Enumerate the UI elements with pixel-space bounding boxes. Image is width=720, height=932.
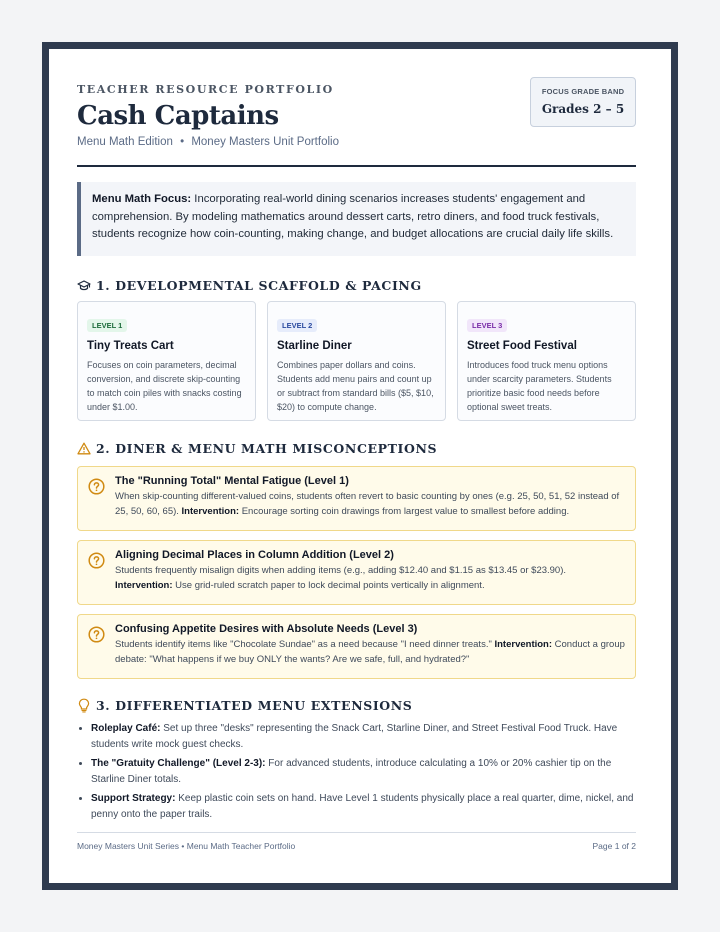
section-heading-misconceptions [77,441,636,456]
misconception-card [77,466,636,531]
question-circle-icon [88,478,105,495]
extension-label: Roleplay Café: [91,723,161,734]
misconception-title: Aligning Decimal Places in Column Addition (Level 2) [115,549,394,561]
extension-text: For advanced students, introduce calculating a 10% or 20% cashier tip on the Starline Diner totals. [91,758,612,785]
graduation-cap-icon [77,279,91,293]
question-circle-icon [88,552,105,569]
level-card [457,301,636,421]
footer-series: Money Masters Unit Series • Menu Math Teacher Portfolio [77,841,296,851]
level-title: Starline Diner [277,340,352,352]
intervention-text: Encourage sorting coin drawings from largest value to smallest before adding. [239,506,570,517]
level-tag: LEVEL 3 [467,319,507,332]
list-item [91,791,636,822]
level-tag: LEVEL 2 [277,319,317,332]
subtitle-unit: Money Masters Unit Portfolio [191,136,339,148]
question-circle-icon [88,626,105,643]
level-card [77,301,256,421]
extension-text: Set up three "desks" representing the Snack Cart, Starline Diner, and Street Festival Food Truck. Have students write mock guest checks. [91,723,618,750]
document-page [49,49,671,883]
misconception-card [77,614,636,679]
badge-label: FOCUS GRADE BAND [541,87,625,96]
focus-callout [77,182,636,256]
section-heading-extensions [77,698,636,713]
eyebrow: TEACHER RESOURCE PORTFOLIO [77,83,334,96]
misconception-card [77,540,636,605]
level-title: Street Food Festival [467,340,577,352]
level-cards [77,301,636,421]
intervention-text: Conduct a group debate: "What happens if we buy ONLY the wants? Are we safe, full, and hydrated?" [115,639,625,665]
section-extensions [77,698,636,822]
page-footer [77,832,636,851]
document-header [77,49,636,167]
page-frame [42,42,678,890]
level-description: Introduces food truck menu options under scarcity parameters. Students prioritize basic food needs before optional sweet treats. [467,360,612,412]
extension-label: The "Gratuity Challenge" (Level 2-3): [91,758,266,769]
intervention-label: Intervention: [494,639,553,650]
subtitle-separator: • [180,136,185,148]
callout-text: Incorporating real-world dining scenarios increases students' engagement and comprehension. By modeling mathematics around dessert carts, retro diners, and food truck festivals, students recognize how coin-counting, making change, and budget allocations are crucial daily life skills. [92,193,614,240]
grade-band-badge [530,77,636,127]
subtitle-edition: Menu Math Edition [77,136,173,148]
extensions-list [77,721,636,822]
warning-triangle-icon [77,442,91,456]
level-title: Tiny Treats Cart [87,340,174,352]
badge-value: Grades 2 – 5 [541,102,625,116]
level-description: Combines paper dollars and coins. Students add menu pairs and count up or subtract from standard bills ($5, $10, $20) to compute change. [277,360,434,412]
misconception-text [115,489,625,519]
section-heading-scaffold [77,278,636,293]
callout-lead: Menu Math Focus: [92,193,192,205]
misconception-title: The "Running Total" Mental Fatigue (Level 1) [115,475,349,487]
extension-label: Support Strategy: [91,793,176,804]
misconception-body: Students identify items like "Chocolate Sundae" as a need because "I need dinner treats." [115,639,495,650]
page-number: Page 1 of 2 [592,841,636,851]
misconception-text [115,563,625,593]
section-heading-text: 1. DEVELOPMENTAL SCAFFOLD & PACING [96,278,422,293]
misconception-title: Confusing Appetite Desires with Absolute Needs (Level 3) [115,623,418,635]
intervention-label: Intervention: [115,580,173,591]
intervention-label: Intervention: [181,506,240,517]
section-heading-text: 3. DIFFERENTIATED MENU EXTENSIONS [96,698,413,713]
section-misconceptions [77,441,636,679]
misconception-body: When skip-counting different-valued coins, students often revert to basic counting by ones (e.g. 25, 50, 51, 52 instead of 25, 50, 60, 65). [115,491,620,517]
level-card [267,301,446,421]
level-tag: LEVEL 1 [87,319,127,332]
section-heading-text: 2. DINER & MENU MATH MISCONCEPTIONS [96,441,438,456]
lightbulb-icon [77,699,91,713]
list-item [91,721,636,752]
level-description: Focuses on coin parameters, decimal conversion, and discrete skip-counting to match coin piles with snacks costing under $1.00. [87,360,242,412]
list-item [91,756,636,787]
intervention-text: Use grid-ruled scratch paper to lock decimal points vertically in alignment. [172,580,485,591]
page-title: Cash Captains [77,101,279,131]
section-scaffold [77,278,636,421]
subtitle [77,136,636,148]
misconception-body: Students frequently misalign digits when adding items (e.g., adding $12.40 and $1.15 as $13.45 or $23.90). [115,565,567,576]
misconception-text [115,637,625,667]
extension-text: Keep plastic coin sets on hand. Have Level 1 students physically place a real quarter, dime, nickel, and penny onto the paper trails. [91,793,634,820]
